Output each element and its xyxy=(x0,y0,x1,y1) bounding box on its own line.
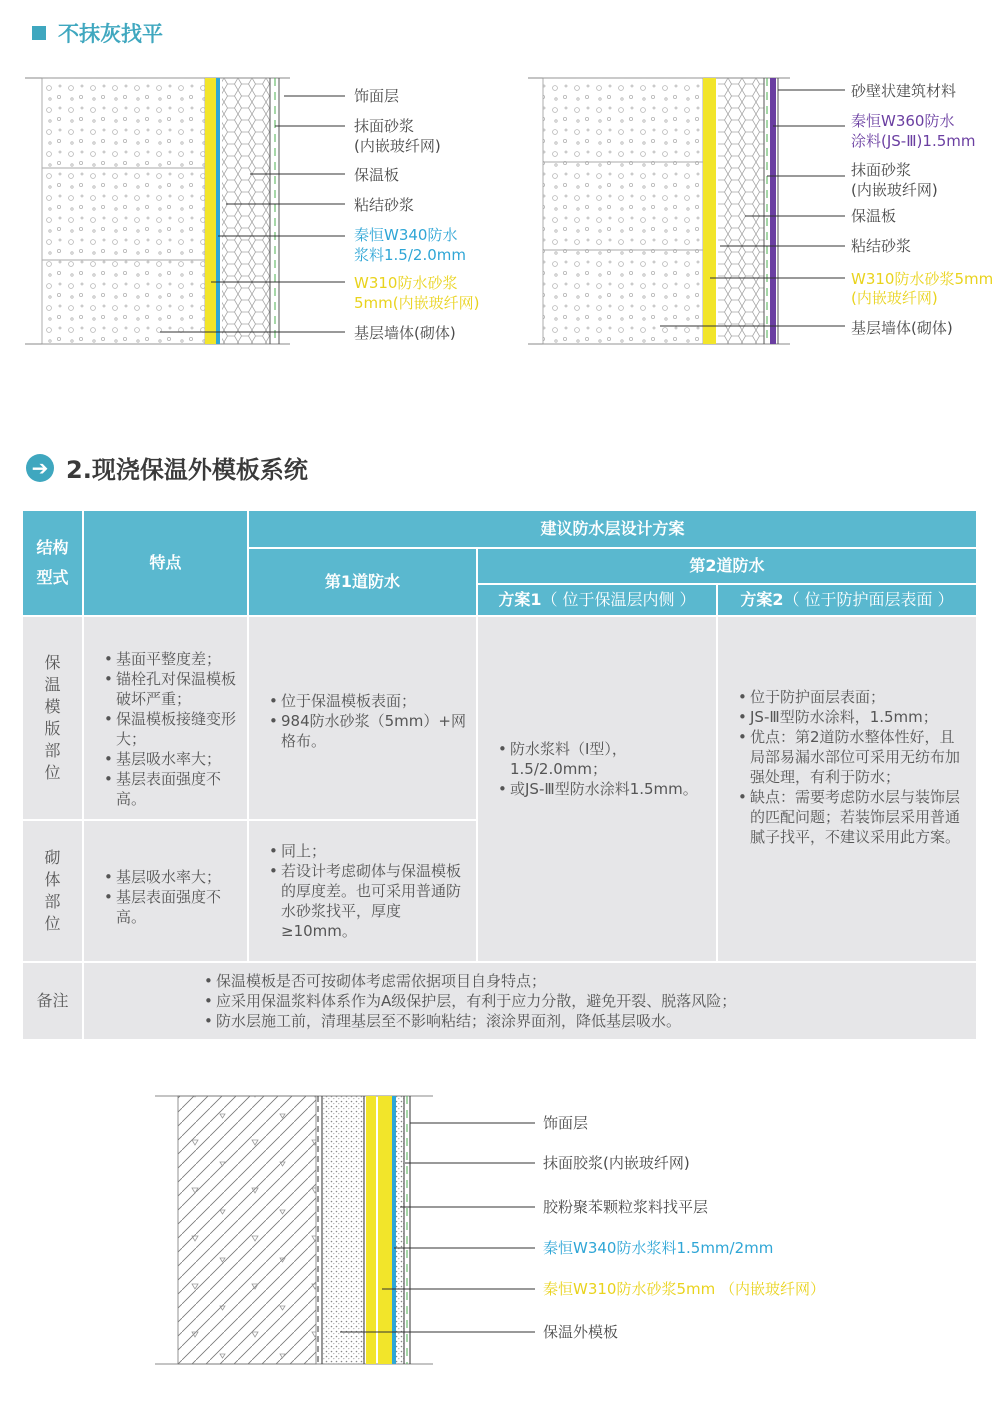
list-item: • 若设计考虑砌体与保温模板的厚度差。也可采用普通防水砂浆找平，厚度≥10mm。 xyxy=(271,861,466,941)
label-w310-thickness: 5mm(内嵌玻纤网) xyxy=(354,294,480,312)
list-item: • 基层吸水率大； xyxy=(106,867,237,887)
wall-diagrams xyxy=(0,60,1000,360)
label-finish-layer: 饰面层 xyxy=(354,87,400,105)
section-2-title xyxy=(26,450,308,485)
header-second: 第2道防水 xyxy=(478,549,978,585)
plan2-desc: （ 位于防护面层表面 ） xyxy=(783,590,954,609)
label-adhesive: 粘结砂浆 xyxy=(851,237,912,255)
label-mesh: (内嵌玻纤网) xyxy=(851,181,938,199)
list-item: • 优点：第2道防水整体性好，且局部易漏水部位可采用无纺布加强处理，有利于防水； xyxy=(740,727,966,787)
label-w340: 秦恒W340防水 xyxy=(354,226,458,244)
list-item: • 984防水砂浆（5mm）+网格布。 xyxy=(271,711,466,751)
label-adhesive: 粘结砂浆 xyxy=(354,196,415,214)
label-w310: 秦恒W310防水砂浆5mm （内嵌玻纤网） xyxy=(543,1280,825,1298)
list-item: • 或JS-Ⅲ型防水涂料1.5mm。 xyxy=(500,779,706,799)
list-item: • 防水层施工前，清理基层至不影响粘结；滚涂界面剂，降低基层吸水。 xyxy=(206,1011,976,1031)
remark-label xyxy=(23,963,84,1041)
plan2-cell xyxy=(718,617,978,963)
list-item: • 基层表面强度不高。 xyxy=(106,769,237,809)
header-structure-text: 结构型式 xyxy=(36,538,69,587)
section-title-text: 不抹灰找平 xyxy=(58,22,163,46)
row2-first xyxy=(249,821,478,963)
remark-label-text: 备注 xyxy=(36,991,69,1010)
label-w310: W310防水砂浆 xyxy=(354,274,458,292)
label-leveling: 胶粉聚苯颗粒浆料找平层 xyxy=(543,1198,709,1216)
diagram-2 xyxy=(528,78,993,344)
label-mortar: 抹面砂浆 xyxy=(354,117,415,135)
header-plan2 xyxy=(718,585,978,617)
plan1-cell xyxy=(478,617,718,963)
section-title xyxy=(32,18,163,48)
diagram-1 xyxy=(25,78,479,344)
list-item: • 基层表面强度不高。 xyxy=(106,887,237,927)
label-finish-layer: 饰面层 xyxy=(543,1114,589,1132)
list-item: • 同上； xyxy=(271,841,466,861)
label-board: 保温板 xyxy=(851,207,897,225)
square-icon xyxy=(32,26,46,40)
header-design: 建议防水层设计方案 xyxy=(249,511,978,549)
row1-name-text: 保温模版部位 xyxy=(44,653,61,782)
label-formwork: 保温外模板 xyxy=(543,1323,619,1341)
row2-name xyxy=(23,821,84,963)
list-item: • 位于防护面层表面； xyxy=(740,687,966,707)
header-first: 第1道防水 xyxy=(249,549,478,617)
label-mesh-2: (内嵌玻纤网) xyxy=(851,289,938,307)
label-base-wall: 基层墙体(砌体) xyxy=(354,324,456,342)
formwork-diagram xyxy=(0,1080,1000,1380)
list-item: • 防水浆料（I型），1.5/2.0mm； xyxy=(500,739,706,779)
list-item: • 保温模板接缝变形大； xyxy=(106,709,237,749)
row2-name-text: 砌体部位 xyxy=(44,848,61,933)
row2-features xyxy=(84,821,249,963)
list-item: • 缺点：需要考虑防水层与装饰层的匹配问题；若装饰层采用普通腻子找平，不建议采用此方案。 xyxy=(740,787,966,847)
label-sand-finish: 砂壁状建筑材料 xyxy=(851,82,957,100)
label-w340-thickness: 浆料1.5/2.0mm xyxy=(354,246,466,264)
label-w360-spec: 涂料(JS-Ⅲ)1.5mm xyxy=(851,132,976,150)
label-w340: 秦恒W340防水浆料1.5mm/2mm xyxy=(543,1239,774,1257)
label-base-wall: 基层墙体(砌体) xyxy=(851,319,953,337)
list-item: • 应采用保温浆料体系作为A级保护层，有利于应力分散，避免开裂、脱落风险； xyxy=(206,991,976,1011)
label-w310: W310防水砂浆5mm xyxy=(851,270,994,288)
remarks xyxy=(84,963,978,1041)
list-item: • 位于保温模板表面； xyxy=(271,691,466,711)
plan2-title: 方案2 xyxy=(740,590,784,609)
list-item: • 保温模板是否可按砌体考虑需依据项目自身特点； xyxy=(206,971,976,991)
row1-features xyxy=(84,617,249,821)
section-2-title-text: 2.现浇保温外模板系统 xyxy=(66,456,308,484)
list-item: • 锚栓孔对保温模板破坏严重； xyxy=(106,669,237,709)
list-item: • 基面平整度差； xyxy=(106,649,237,669)
plan1-title: 方案1 xyxy=(498,590,542,609)
header-plan1 xyxy=(478,585,718,617)
label-mesh: (内嵌玻纤网) xyxy=(354,137,441,155)
list-item: • 基层吸水率大； xyxy=(106,749,237,769)
label-board: 保温板 xyxy=(354,166,400,184)
row1-name xyxy=(23,617,84,821)
label-w360: 秦恒W360防水 xyxy=(851,112,955,130)
label-mortar: 抹面胶浆(内嵌玻纤网) xyxy=(543,1154,690,1172)
header-features: 特点 xyxy=(84,511,249,617)
plan1-desc: （ 位于保温层内侧 ） xyxy=(541,590,696,609)
arrow-right-icon: ➔ xyxy=(26,454,54,482)
list-item: • JS-Ⅲ型防水涂料，1.5mm； xyxy=(740,707,966,727)
row1-first xyxy=(249,617,478,821)
header-structure xyxy=(23,511,84,617)
label-mortar: 抹面砂浆 xyxy=(851,161,912,179)
